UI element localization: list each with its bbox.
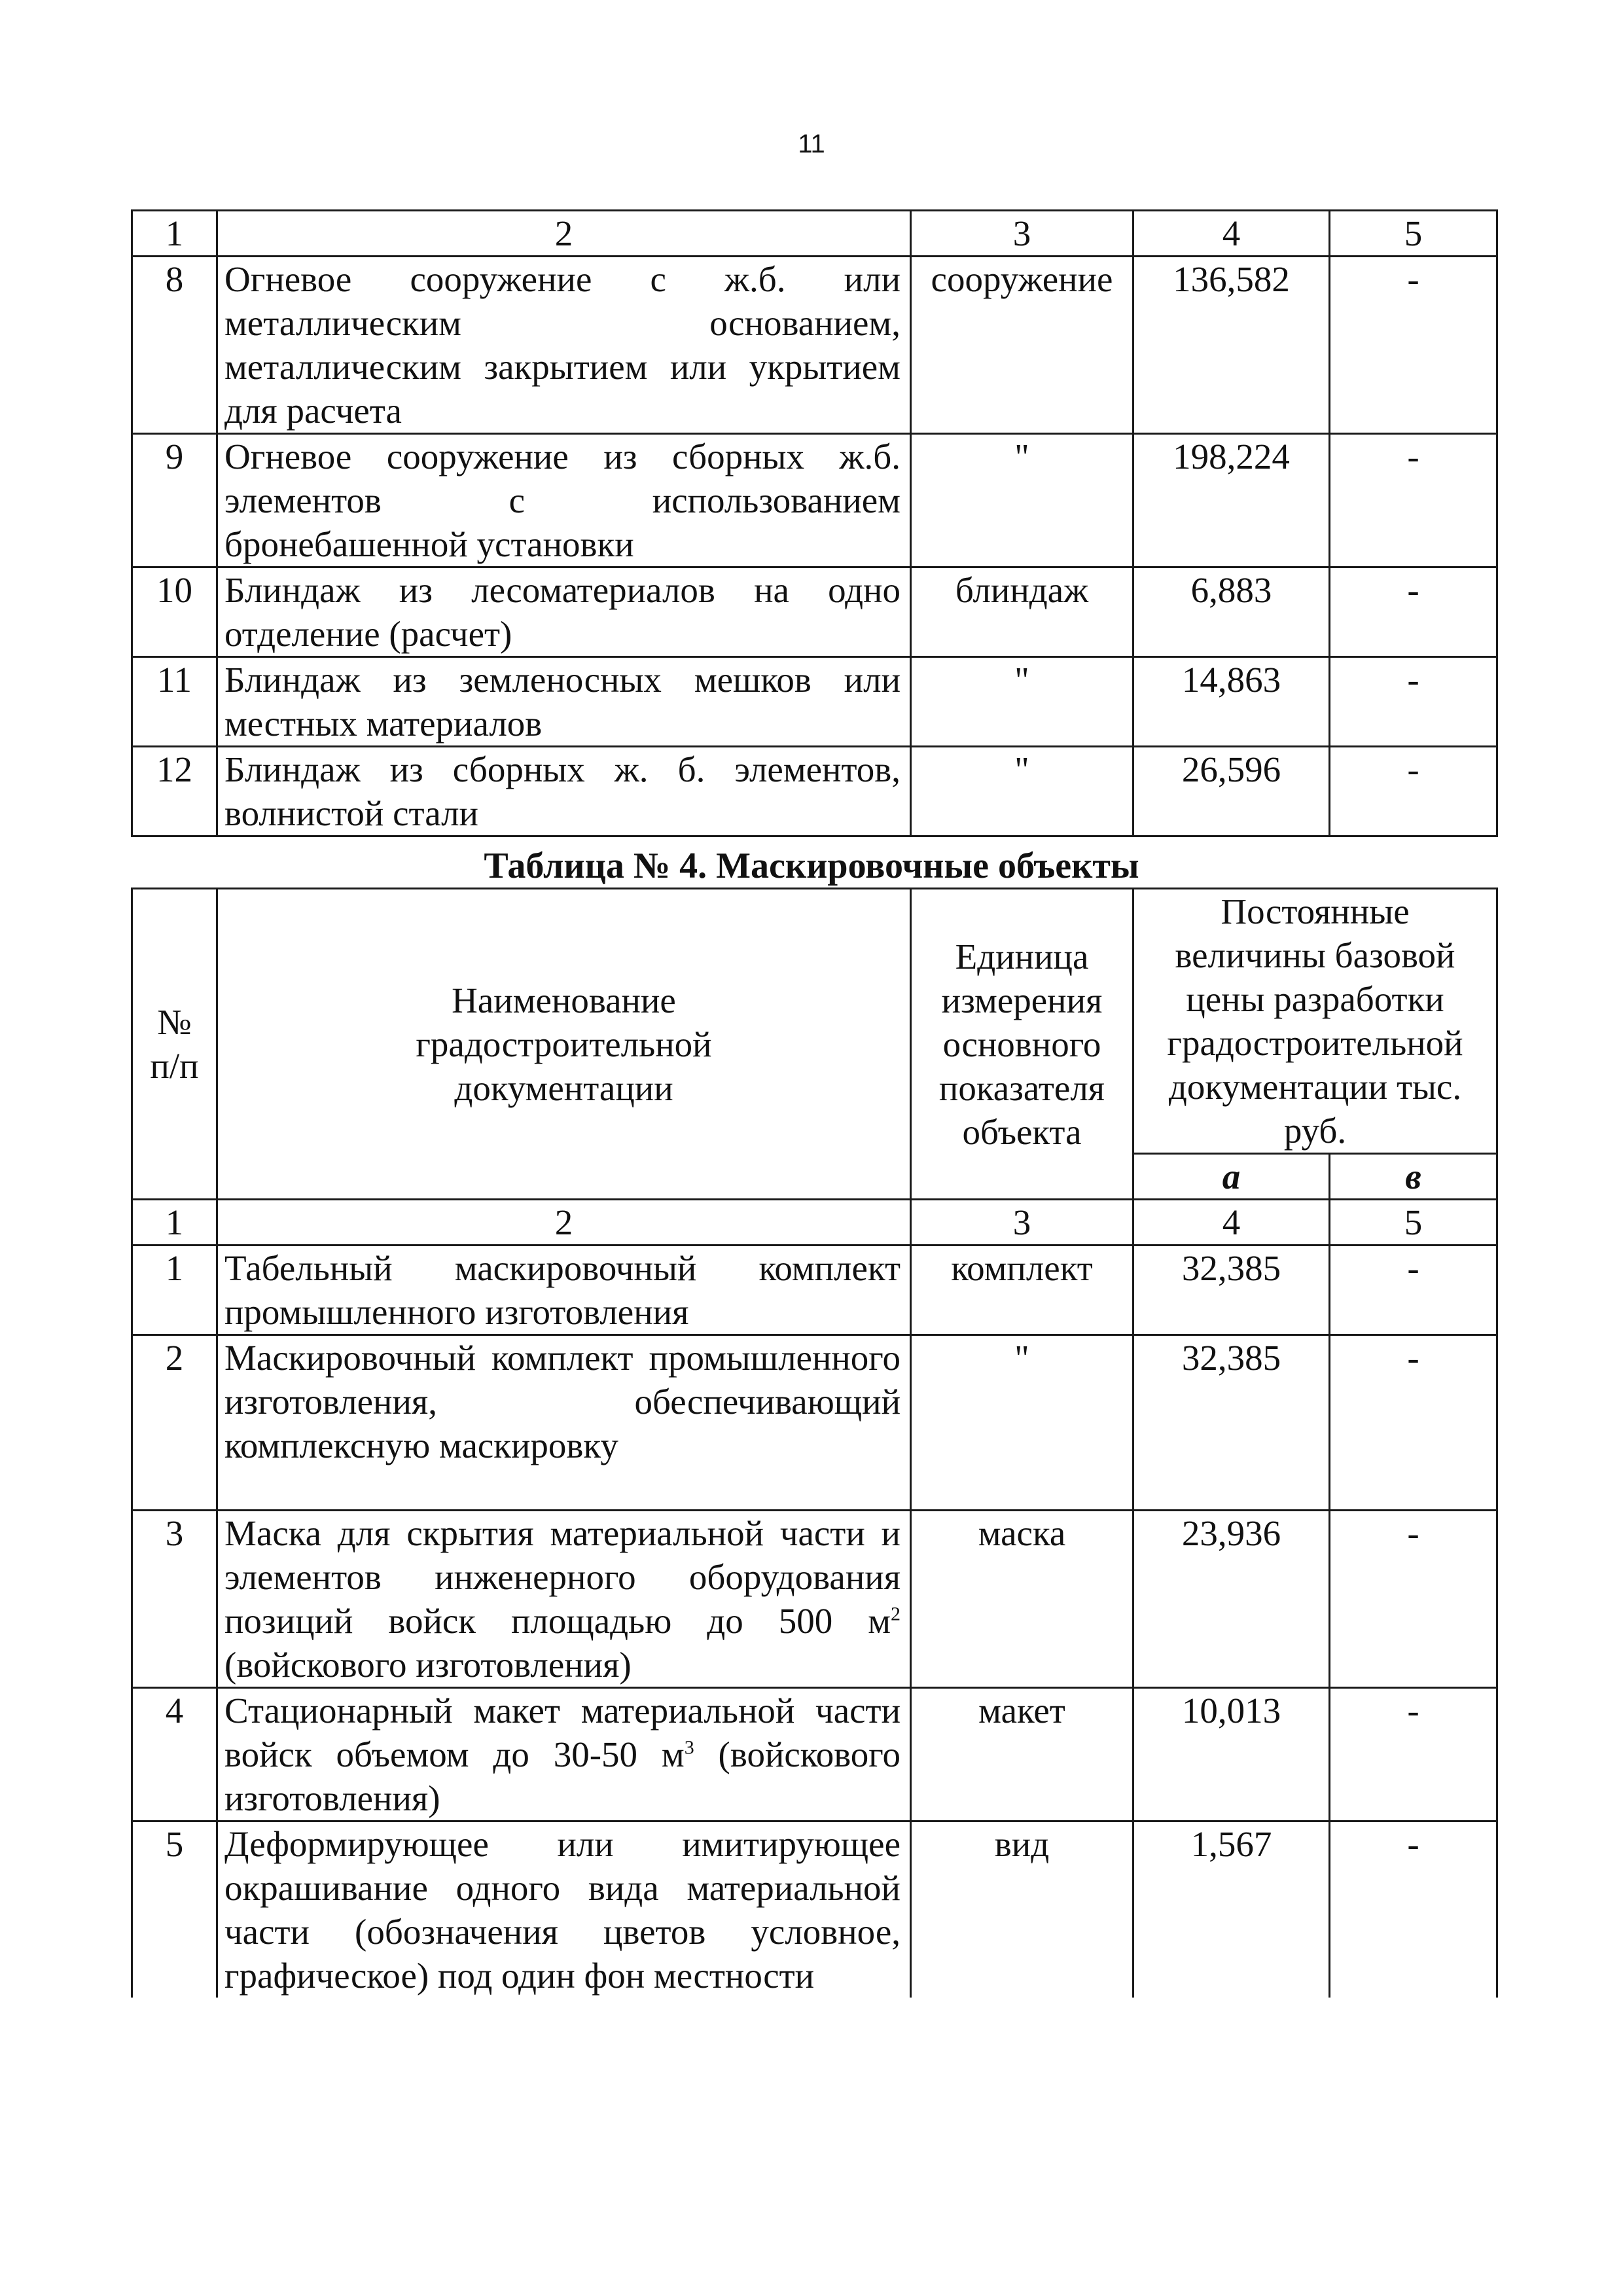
- superscript: 2: [891, 1603, 901, 1625]
- value-b: -: [1330, 1821, 1497, 1998]
- row-number: 11: [132, 657, 217, 747]
- name-text: Маска для скрытия материальной части и элементов инженерного оборудования позиций войск площадью до 500 м: [224, 1513, 901, 1641]
- value-b: -: [1330, 434, 1497, 567]
- object-name: Деформирующее или имитирующее окрашивание одного вида материальной части (обозначения цветов условное, графическое) под один фон местности: [217, 1821, 911, 1998]
- column-number: 4: [1133, 1200, 1330, 1246]
- value-b: -: [1330, 1688, 1497, 1821]
- header-number: № п/п: [132, 889, 217, 1200]
- column-number: 1: [132, 1200, 217, 1246]
- row-number: 2: [132, 1335, 217, 1511]
- row-number: 1: [132, 1246, 217, 1335]
- table-row: [132, 1821, 1497, 1998]
- row-number: 5: [132, 1821, 217, 1998]
- header-base-price: Постоянные величины базовой цены разработки градостроительной документации тыс. руб.: [1133, 889, 1497, 1154]
- table-row: [132, 567, 1497, 657]
- value-a: 10,013: [1133, 1688, 1330, 1821]
- value-b: -: [1330, 257, 1497, 434]
- object-name: [217, 1511, 911, 1688]
- object-name: Блиндаж из лесоматериалов на одно отделение (расчет): [217, 567, 911, 657]
- value-a: 198,224: [1133, 434, 1330, 567]
- row-number: 4: [132, 1688, 217, 1821]
- unit: ": [911, 434, 1133, 567]
- continued-table: [131, 209, 1498, 837]
- table-row: [132, 1688, 1497, 1821]
- header-unit: Единица измерения основного показателя объекта: [911, 889, 1133, 1200]
- name-text: Стационарный макет материальной части войск объемом до 30-50 м: [224, 1691, 901, 1774]
- column-number: 5: [1330, 1200, 1497, 1246]
- unit: вид: [911, 1821, 1133, 1998]
- table-row: [132, 747, 1497, 836]
- column-number: 2: [217, 211, 911, 257]
- name-text: (войскового изготовления): [224, 1645, 632, 1685]
- subheader-a: а: [1133, 1154, 1330, 1200]
- value-a: 1,567: [1133, 1821, 1330, 1998]
- row-number: 9: [132, 434, 217, 567]
- row-number: 10: [132, 567, 217, 657]
- object-name: [217, 1688, 911, 1821]
- column-number: 3: [911, 211, 1133, 257]
- unit: блиндаж: [911, 567, 1133, 657]
- unit: макет: [911, 1688, 1133, 1821]
- unit: маска: [911, 1511, 1133, 1688]
- row-number: 12: [132, 747, 217, 836]
- column-number: 4: [1133, 211, 1330, 257]
- value-a: 6,883: [1133, 567, 1330, 657]
- table-row: [132, 1511, 1497, 1688]
- camouflage-objects-table: [131, 888, 1498, 1998]
- unit: комплект: [911, 1246, 1133, 1335]
- unit: ": [911, 1335, 1133, 1511]
- header-name: Наименование градостроительной документации: [217, 889, 911, 1200]
- table-row: [132, 434, 1497, 567]
- value-b: -: [1330, 1246, 1497, 1335]
- column-number: 2: [217, 1200, 911, 1246]
- table-caption: Таблица № 4. Маскировочные объекты: [484, 846, 1139, 886]
- value-b: -: [1330, 747, 1497, 836]
- object-name: Блиндаж из земленосных мешков или местных материалов: [217, 657, 911, 747]
- value-a: 26,596: [1133, 747, 1330, 836]
- table-row: [132, 657, 1497, 747]
- value-b: -: [1330, 567, 1497, 657]
- header-row: [132, 889, 1497, 1154]
- object-name: Огневое сооружение из сборных ж.б. элементов с использованием бронебашенной установки: [217, 434, 911, 567]
- page-number: 11: [798, 130, 825, 158]
- value-a: 32,385: [1133, 1246, 1330, 1335]
- unit: ": [911, 657, 1133, 747]
- subheader-b: в: [1330, 1154, 1497, 1200]
- unit: сооружение: [911, 257, 1133, 434]
- value-b: -: [1330, 657, 1497, 747]
- name-text: (войскового изготовления): [224, 1734, 901, 1818]
- value-a: 23,936: [1133, 1511, 1330, 1688]
- table-row: [132, 257, 1497, 434]
- column-number: 1: [132, 211, 217, 257]
- object-name: Табельный маскировочный комплект промышленного изготовления: [217, 1246, 911, 1335]
- object-name: Огневое сооружение с ж.б. или металлическим основанием, металлическим закрытием или укрытием для расчета: [217, 257, 911, 434]
- column-number-row: [132, 1200, 1497, 1246]
- row-number: 8: [132, 257, 217, 434]
- value-a: 136,582: [1133, 257, 1330, 434]
- column-number: 5: [1330, 211, 1497, 257]
- value-b: -: [1330, 1511, 1497, 1688]
- unit: ": [911, 747, 1133, 836]
- superscript: 3: [684, 1736, 694, 1759]
- table-row: [132, 1246, 1497, 1335]
- value-a: 14,863: [1133, 657, 1330, 747]
- object-name: Блиндаж из сборных ж. б. элементов, волнистой стали: [217, 747, 911, 836]
- column-number: 3: [911, 1200, 1133, 1246]
- row-number: 3: [132, 1511, 217, 1688]
- object-name: Маскировочный комплект промышленного изготовления, обеспечивающий комплексную маскировку: [217, 1335, 911, 1511]
- table-row: [132, 1335, 1497, 1511]
- value-b: -: [1330, 1335, 1497, 1511]
- column-number-row: [132, 211, 1497, 257]
- value-a: 32,385: [1133, 1335, 1330, 1511]
